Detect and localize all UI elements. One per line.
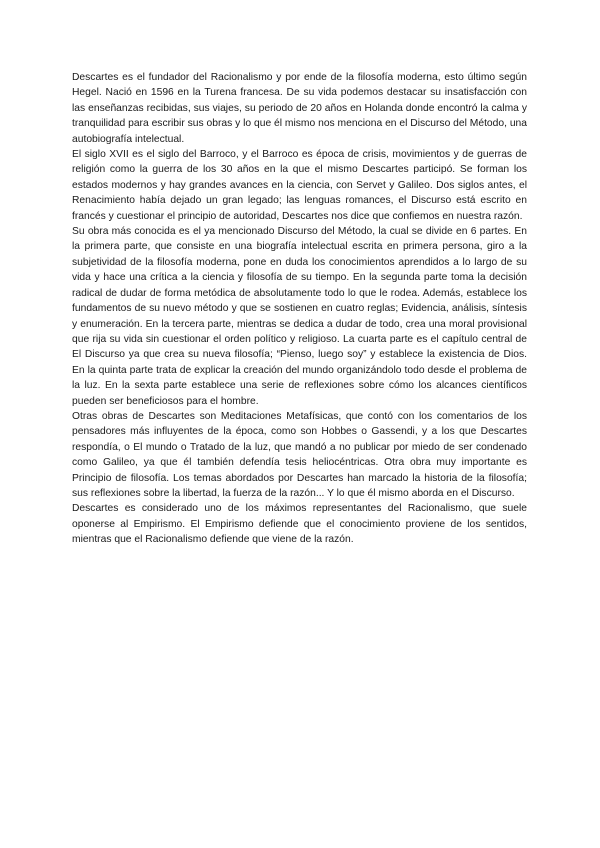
paragraph-discourse-on-method: Su obra más conocida es el ya mencionado Discurso del Método, la cual se divide en 6 partes. En la primera parte, que consiste en una biografía intelectual escrita en primera persona, giro a la subjetividad de la filosofía moderna, pone en duda los conocimientos aprendidos a lo largo de su vida y hace una crítica a la ciencia y filosofía de su tiempo. En la segunda parte toma la decisión radical de dudar de forma metódica de absolutamente todo lo que le rodea. Además, establece los fundamentos de su nuevo método y que se sostienen en cuatro reglas; Evidencia, análisis, síntesis y enumeración. En la tercera parte, mientras se dedica a dudar de todo, crea una moral provisional que rija su vida sin cuestionar el orden político y religioso. La cuarta parte es el capítulo central de El Discurso ya que crea su nueva filosofía; “Pienso, luego soy” y establece la existencia de Dios. En la quinta parte trata de explicar la creación del mundo organizándolo todo desde el problema de la luz. En la sexta parte establece una serie de reflexiones sobre cómo los alcances científicos pueden ser beneficiosos para el hombre. xyxy=(72,226,527,407)
paragraph-other-works: Otras obras de Descartes son Meditaciones Metafísicas, que contó con los comentarios de los pensadores más influyentes de la época, como son Hobbes o Gassendi, y a los que Descartes respondía, o El mundo o Tratado de la luz, que mandó a no publicar por miedo de ser condenado como Galileo, ya que él también defendía tesis heliocéntricas. Otra obra muy importante es Principio de filosofía. Los temas abordados por Descartes han marcado la historia de la filosofía; sus reflexiones sobre la libertad, la fuerza de la razón... Y lo que él mismo aborda en el Discurso. xyxy=(72,410,527,499)
paragraph-historical-context: El siglo XVII es el siglo del Barroco, y el Barroco es época de crisis, movimientos y de guerras de religión como la guerra de los 30 años en la que el mismo Descartes participó. Se forman los estados modernos y hay grandes avances en la ciencia, con Servet y Galileo. Dos siglos antes, el Renacimiento había dejado un gran legado; las lenguas romances, el Discurso está escrito en francés y cuestionar el principio de autoridad, Descartes nos dice que confiemos en nuestra razón. xyxy=(72,149,527,222)
paragraph-introduction: Descartes es el fundador del Racionalismo y por ende de la filosofía moderna, esto último según Hegel. Nació en 1596 en la Turena francesa. De su vida podemos destacar su insatisfacción con las enseñanzas recibidas, sus viajes, su periodo de 20 años en Holanda donde encontró la calma y tranquilidad para escribir sus obras y lo que él mismo nos menciona en el Discurso del Método, una autobiografía intelectual. xyxy=(72,72,528,145)
document-body xyxy=(72,70,527,548)
paragraph-rationalism: Descartes es considerado uno de los máximos representantes del Racionalismo, que suele oponerse al Empirismo. El Empirismo defiende que el conocimiento proviene de los sentidos, mientras que el Racionalismo defiende que viene de la razón. xyxy=(72,503,527,546)
